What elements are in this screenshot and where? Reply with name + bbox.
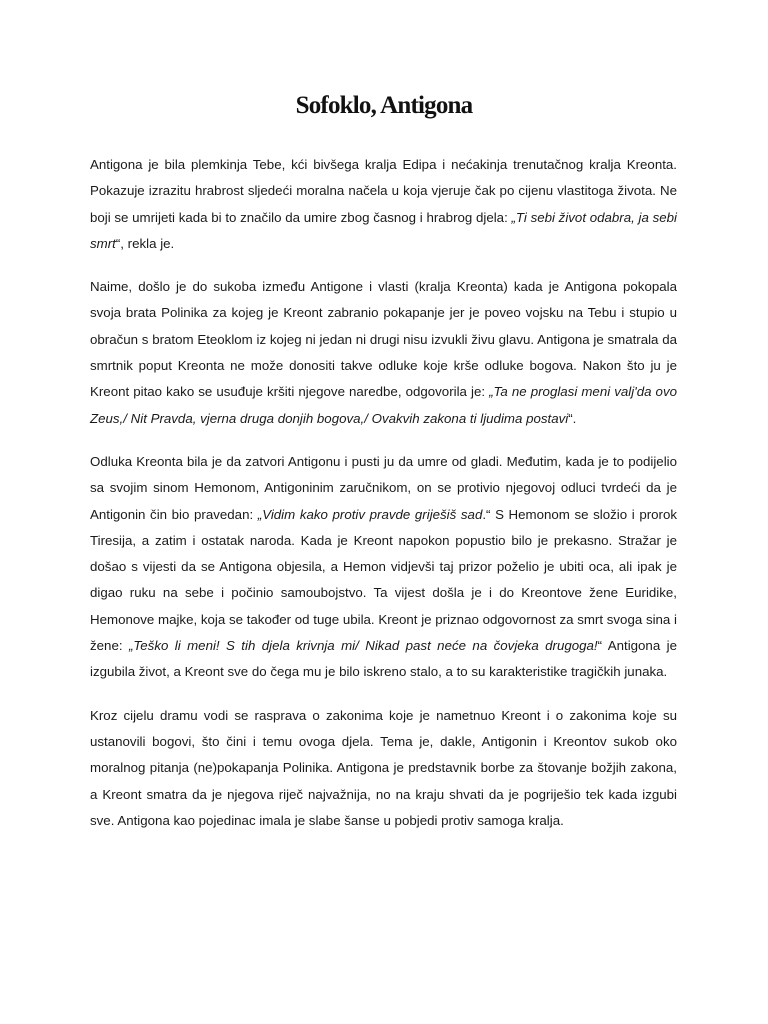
paragraph-text: Naime, došlo je do sukoba između Antigone i vlasti (kralja Kreonta) kada je Antigona pokopala svoja brata Polinika za kojeg je Kreont zabranio pokapanje jer je poveo vojsku na Tebu i stupio u obračun s bratom Eteoklom iz kojeg ni jedan ni drugi nisu izvukli živu glavu. Antigona je smatrala da smrtnik poput Kreonta ne može donositi takve odluke koje krše odluke bogova. Nakon što ju je Kreont pitao kako se usuđuje kršiti njegove naredbe, odgovorila je: [90, 279, 677, 400]
paragraph-1 [90, 152, 677, 257]
paragraph-4 [90, 703, 677, 834]
quote-text: „Teško li meni! S tih djela krivnja mi/ Nikad past neće na čovjeka drugoga! [128, 638, 598, 654]
document-title: Sofoklo, Antigona [295, 92, 473, 119]
paragraph-text: “, rekla je. [115, 235, 175, 251]
paragraph-text: .“ S Hemonom se složio i prorok Tiresija, a zatim i ostatak naroda. Kada je Kreont napokon popustio bilo je prekasno. Stražar je došao s vijesti da se Antigona objesila, a Hemon vidjevši taj prizor poželio je ubiti oca, ali ipak je digao ruku na sebe i počinio samoubojstvo. Ta vijest došla je i do Kreontove žene Euridike, Hemonove majke, koja se također od tuge ubila. Kreont je priznao odgovornost za smrt svoga sina i žene: [90, 506, 678, 654]
document-body [90, 152, 677, 851]
paragraph-text: Kroz cijelu dramu vodi se rasprava o zakonima koje je nametnuo Kreont i o zakonima koje su ustanovili bogovi, što čini i temu ovoga djela. Tema je, dakle, Antigonin i Kreontov sukob oko moralnog pitanja (ne)pokapanja Polinika. Antigona je predstavnik borbe za štovanje božjih zakona, a Kreont smatra da je njegova riječ najvažnija, no na kraju shvati da je pogriješio tek kada izgubi sve. Antigona kao pojedinac imala je slabe šanse u pobjedi protiv samoga kralja. [90, 707, 677, 828]
quote-text: „Ti sebi život odabra, ja sebi smrt [90, 209, 677, 251]
paragraph-text: “. [568, 410, 577, 426]
paragraph-3 [90, 449, 677, 686]
quote-text: „Vidim kako protiv pravde griješiš sad [257, 506, 483, 522]
quote-text: „Ta ne proglasi meni valj'da ovo Zeus,/ Nit Pravda, vjerna druga donjih bogova,/ Ovakvih zakona ti ljudima postavi [90, 384, 677, 426]
paragraph-2 [90, 274, 677, 432]
paragraph-text: Antigona je bila plemkinja Tebe, kći bivšega kralja Edipa i nećakinja trenutačnog kralja Kreonta. Pokazuje izrazitu hrabrost sljedeći moralna načela u koja vjeruje čak po cijenu vlastitoga života. Ne boji se umrijeti kada bi to značilo da umire zbog časnog i hrabrog djela: [90, 157, 677, 225]
paragraph-text: Odluka Kreonta bila je da zatvori Antigonu i pusti ju da umre od gladi. Međutim, kada je to podijelio sa svojim sinom Hemonom, Antigoninim zaručnikom, on se protivio njegovoj odluci tvrdeći da je Antigonin čin bio pravedan: [90, 453, 677, 522]
paragraph-text: “ Antigona je izgubila život, a Kreont sve do čega mu je bilo iskreno stalo, a to su karakteristike tragičkih junaka. [90, 638, 677, 680]
